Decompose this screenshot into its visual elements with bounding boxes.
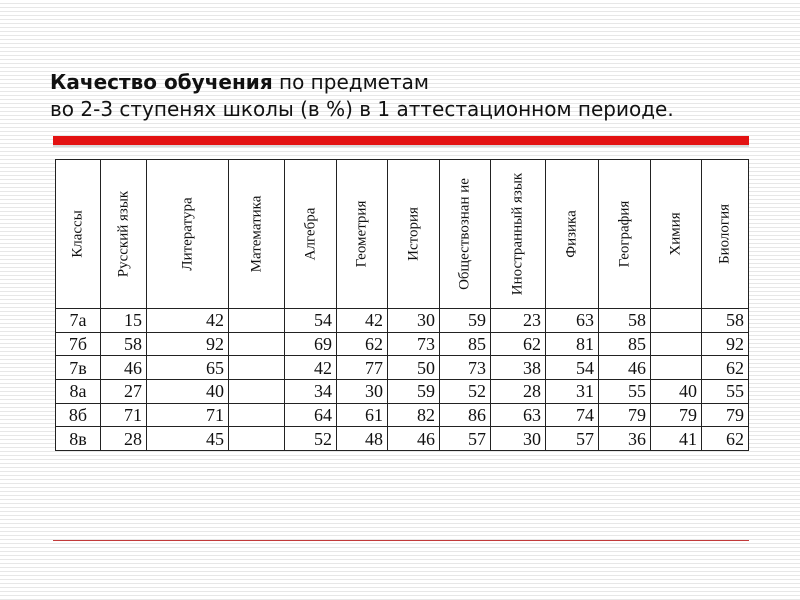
table-cell [651,356,702,380]
table-cell [229,403,285,427]
table-cell: 73 [440,356,491,380]
table-row [56,427,749,451]
table-cell: 62 [702,356,749,380]
table-cell: 59 [440,309,491,333]
table-cell: 38 [491,356,546,380]
footer-divider [53,540,749,541]
header-fizika [546,160,599,309]
table-header-row [56,160,749,309]
header-biologiya [702,160,749,309]
header-label: Обществознан ие [456,178,473,290]
table-row [56,356,749,380]
table-cell: 34 [285,379,337,403]
header-algebra [285,160,337,309]
table-cell: 57 [546,427,599,451]
table-cell: 62 [337,332,388,356]
table-cell: 79 [702,403,749,427]
header-label: Математика [248,195,264,273]
header-label: Химия [667,212,684,256]
title-line-2: во 2-3 ступенях школы (в %) в 1 аттестационном периоде. [50,97,674,121]
table-cell: 71 [147,403,229,427]
table-cell: 55 [599,379,651,403]
table-cell: 65 [147,356,229,380]
header-label: Русский язык [115,190,131,278]
table-cell: 79 [651,403,702,427]
table-cell [229,379,285,403]
header-label: География [616,200,632,268]
table-cell: 63 [546,309,599,333]
header-label: Классы [69,210,86,258]
table-cell: 54 [285,309,337,333]
header-geografiya [599,160,651,309]
table-cell: 58 [101,332,147,356]
table-cell: 73 [388,332,440,356]
table-cell: 81 [546,332,599,356]
title-regular-part: по предметам [272,70,429,94]
header-obshchestvoznanie [440,160,491,309]
table-cell: 41 [651,427,702,451]
table-cell-class: 8б [56,403,101,427]
table-cell: 42 [147,309,229,333]
table-row [56,403,749,427]
table-cell: 92 [702,332,749,356]
header-matematika [229,160,285,309]
table-cell: 48 [337,427,388,451]
header-label: Биология [716,203,733,265]
table-cell: 57 [440,427,491,451]
table-cell [229,332,285,356]
table-cell: 74 [546,403,599,427]
table-cell: 31 [546,379,599,403]
table-cell: 42 [337,309,388,333]
table-cell: 30 [388,309,440,333]
header-literatura [147,160,229,309]
table-cell [229,309,285,333]
table-cell [229,427,285,451]
table-cell: 77 [337,356,388,380]
accent-bar [53,136,749,145]
table-cell: 79 [599,403,651,427]
table-cell: 52 [440,379,491,403]
table-cell: 63 [491,403,546,427]
header-klassy [56,160,101,309]
table-cell: 59 [388,379,440,403]
header-geometriya [337,160,388,309]
table-cell: 50 [388,356,440,380]
table-cell: 46 [101,356,147,380]
table-cell: 82 [388,403,440,427]
table-cell: 61 [337,403,388,427]
header-label: Иностранный язык [509,172,526,296]
table-cell: 54 [546,356,599,380]
table-cell: 36 [599,427,651,451]
table-cell: 46 [599,356,651,380]
table-cell: 64 [285,403,337,427]
title-bold-part: Качество обучения [50,70,273,94]
header-label: Геометрия [353,200,370,268]
table-cell: 46 [388,427,440,451]
table-cell [651,332,702,356]
table-cell: 86 [440,403,491,427]
table-cell: 62 [702,427,749,451]
table-cell: 52 [285,427,337,451]
table-row [56,309,749,333]
table-cell-class: 7б [56,332,101,356]
table-cell-class: 7а [56,309,101,333]
accent-bar-shadow [53,145,749,147]
table-cell [229,356,285,380]
header-label: История [405,207,421,261]
table-cell: 28 [101,427,147,451]
table-cell: 58 [702,309,749,333]
header-khimiya [651,160,702,309]
table-cell: 15 [101,309,147,333]
table-cell: 28 [491,379,546,403]
table-cell: 40 [147,379,229,403]
header-russkiy-yazyk [101,160,147,309]
slide-title [50,69,770,123]
table-cell: 92 [147,332,229,356]
header-inostranny-yazyk [491,160,546,309]
header-label: Литература [179,197,195,271]
header-label: Физика [563,210,580,258]
table-row [56,379,749,403]
table-cell: 69 [285,332,337,356]
header-label: Алгебра [302,207,318,261]
table-cell: 40 [651,379,702,403]
grades-table [55,159,749,451]
table-cell: 85 [599,332,651,356]
table-cell: 23 [491,309,546,333]
table-cell-class: 8а [56,379,101,403]
table-row [56,332,749,356]
table-cell: 85 [440,332,491,356]
table-cell: 62 [491,332,546,356]
table-cell-class: 8в [56,427,101,451]
table-cell: 71 [101,403,147,427]
table-cell: 30 [337,379,388,403]
table-cell: 45 [147,427,229,451]
table-cell: 27 [101,379,147,403]
table-cell-class: 7в [56,356,101,380]
header-istoriya [388,160,440,309]
table-cell [651,309,702,333]
table-cell: 55 [702,379,749,403]
table-cell: 42 [285,356,337,380]
table-cell: 30 [491,427,546,451]
table-cell: 58 [599,309,651,333]
